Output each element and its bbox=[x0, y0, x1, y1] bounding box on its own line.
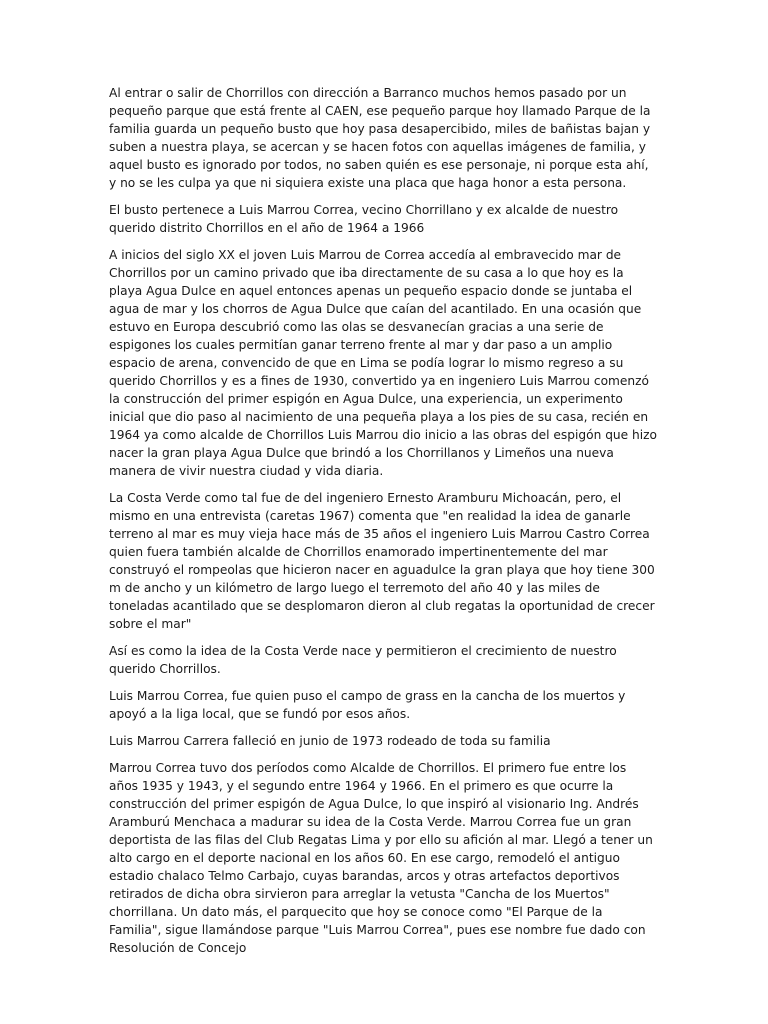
paragraph-early-history: A inicios del siglo XX el joven Luis Marrou de Correa accedía al embravecido mar de Chorrillos por un camino privado que iba directamente de su casa a lo que hoy es la playa Agua Dulce en aquel entonces apenas un pequeño espacio donde se juntaba el agua de mar y los chorros de Agua Dulce que caían del acantilado. En una ocasión que estuvo en Europa descubrió como las olas se desvanecían gracias a una serie de espigones los cuales permitían ganar terreno frente al mar y dar paso a un amplio espacio de arena, convencido de que en Lima se podía lograr lo mismo regreso a su querido Chorrillos y es a fines de 1930, convertido ya en ingeniero Luis Marrou comenzó la construcción del primer espigón en Agua Dulce, una experiencia, un experimento inicial que dio paso al nacimiento de una pequeña playa a los pies de su casa, recién en 1964 ya como alcalde de Chorrillos Luis Marrou dio inicio a las obras del espigón que hizo nacer la gran playa Agua Dulce que brindó a los Chorrillanos y Limeños una nueva manera de vivir nuestra ciudad y vida diaria. bbox=[109, 248, 657, 478]
paragraph-death: Luis Marrou Carrera falleció en junio de 1973 rodeado de toda su familia bbox=[109, 734, 551, 748]
paragraph-bust-owner: El busto pertenece a Luis Marrou Correa, vecino Chorrillano y ex alcalde de nuestro querido distrito Chorrillos en el año de 1964 a 1966 bbox=[109, 203, 619, 235]
paragraph-costa-verde-origin: Así es como la idea de la Costa Verde nace y permitieron el crecimiento de nuestro querido Chorrillos. bbox=[109, 644, 617, 676]
paragraph-intro: Al entrar o salir de Chorrillos con dirección a Barranco muchos hemos pasado por un pequeño parque que está frente al CAEN, ese pequeño parque hoy llamado Parque de la familia guarda un pequeño busto que hoy pasa desapercibido, miles de bañistas bajan y suben a nuestra playa, se acercan y se hacen fotos con aquellas imágenes de familia, y aquel busto es ignorado por todos, no saben quién es ese personaje, ni porque esta ahí, y no se les culpa ya que ni siquiera existe una placa que haga honor a esta persona. bbox=[109, 86, 651, 190]
paragraph-football-field: Luis Marrou Correa, fue quien puso el campo de grass en la cancha de los muertos y apoyó a la liga local, que se fundó por esos años. bbox=[109, 689, 626, 721]
document-page bbox=[109, 84, 657, 966]
paragraph-mayor-terms: Marrou Correa tuvo dos períodos como Alcalde de Chorrillos. El primero fue entre los años 1935 y 1943, y el segundo entre 1964 y 1966. En el primero es que ocurre la construcción del primer espigón de Agua Dulce, lo que inspiró al visionario Ing. Andrés Aramburú Menchaca a madurar su idea de la Costa Verde. Marrou Correa fue un gran deportista de las filas del Club Regatas Lima y por ello su afición al mar. Llegó a tener un alto cargo en el deporte nacional en los años 60. En ese cargo, remodeló el antiguo estadio chalaco Telmo Carbajo, cuyas barandas, arcos y otras artefactos deportivos retirados de dicha obra sirvieron para arreglar la vetusta "Cancha de los Muertos" chorrillana. Un dato más, el parquecito que hoy se conoce como "El Parque de la Familia", sigue llamándose parque "Luis Marrou Correa", pues ese nombre fue dado con Resolución de Concejo bbox=[109, 761, 653, 955]
paragraph-costa-verde: La Costa Verde como tal fue de del ingeniero Ernesto Aramburu Michoacán, pero, el mismo en una entrevista (caretas 1967) comenta que "en realidad la idea de ganarle terreno al mar es muy vieja hace más de 35 años el ingeniero Luis Marrou Castro Correa quien fuera también alcalde de Chorrillos enamorado impertinentemente del mar construyó el rompeolas que hicieron nacer en aguadulce la gran playa que hoy tiene 300 m de ancho y un kilómetro de largo luego el terremoto del año 40 y las miles de toneladas acantilado que se desplomaron dieron al club regatas la oportunidad de crecer sobre el mar" bbox=[109, 491, 655, 631]
